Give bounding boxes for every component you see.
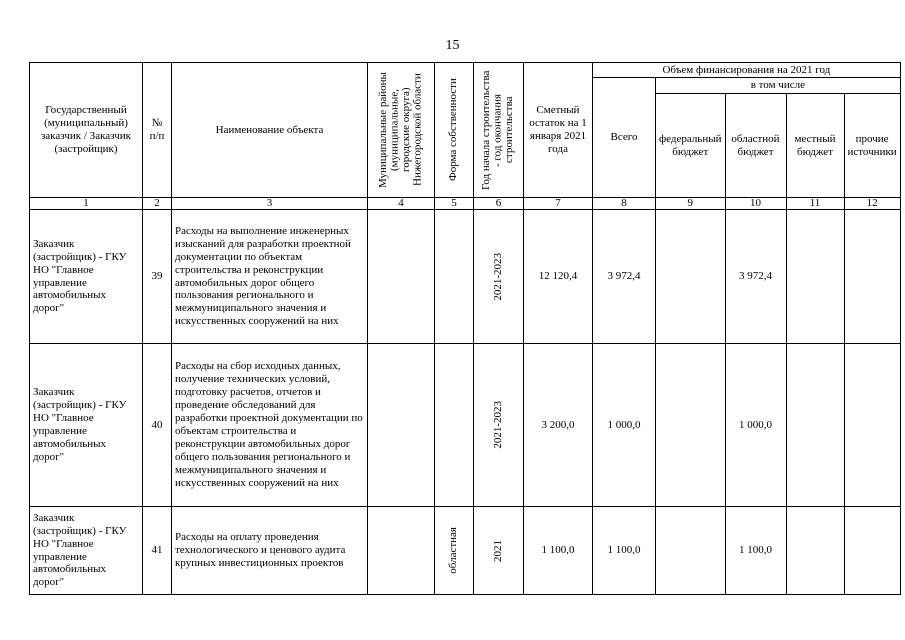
row-local bbox=[786, 210, 844, 344]
row-customer: Заказчик (застройщик) - ГКУ НО "Главное управление автомобильных дорог" bbox=[30, 507, 143, 595]
row-local bbox=[786, 507, 844, 595]
row-total: 1 100,0 bbox=[593, 507, 656, 595]
column-number: 4 bbox=[368, 198, 435, 210]
row-years bbox=[474, 344, 524, 507]
column-number: 9 bbox=[656, 198, 726, 210]
row-num: 39 bbox=[143, 210, 172, 344]
row-object-name: Расходы на выполнение инженерных изысканий для разработки проектной документации по объектам строительства и реконструкции автомобильных дорог общего пользования регионального и межмуниципального значения и искусственных сооружений на них bbox=[172, 210, 368, 344]
column-number: 12 bbox=[844, 198, 900, 210]
row-ownership-text: областная bbox=[447, 527, 460, 574]
column-number: 5 bbox=[435, 198, 474, 210]
row-federal bbox=[656, 344, 726, 507]
header-total: Всего bbox=[593, 78, 656, 198]
row-regional: 3 972,4 bbox=[725, 210, 786, 344]
header-remaining-cost: Сметный остаток на 1 января 2021 года bbox=[524, 63, 593, 198]
row-years bbox=[474, 210, 524, 344]
row-ownership bbox=[435, 507, 474, 595]
row-num: 41 bbox=[143, 507, 172, 595]
column-number: 1 bbox=[30, 198, 143, 210]
header-district bbox=[368, 63, 435, 198]
page-number: 15 bbox=[445, 38, 460, 53]
row-other bbox=[844, 210, 900, 344]
column-number: 7 bbox=[524, 198, 593, 210]
row-regional: 1 100,0 bbox=[725, 507, 786, 595]
header-years-text: Год начала строительства - год окончания строительства bbox=[480, 70, 516, 190]
row-customer: Заказчик (застройщик) - ГКУ НО "Главное управление автомобильных дорог" bbox=[30, 210, 143, 344]
row-remaining-cost: 12 120,4 bbox=[524, 210, 593, 344]
column-number: 10 bbox=[725, 198, 786, 210]
header-including: в том числе bbox=[656, 78, 901, 94]
header-regional: областной бюджет bbox=[725, 94, 786, 198]
row-remaining-cost: 3 200,0 bbox=[524, 344, 593, 507]
row-other bbox=[844, 344, 900, 507]
row-regional: 1 000,0 bbox=[725, 344, 786, 507]
row-years-text: 2021 bbox=[491, 539, 504, 562]
row-customer: Заказчик (застройщик) - ГКУ НО "Главное управление автомобильных дорог" bbox=[30, 344, 143, 507]
row-ownership bbox=[435, 210, 474, 344]
column-number: 8 bbox=[593, 198, 656, 210]
table-row bbox=[30, 344, 901, 507]
header-other: прочие источники bbox=[844, 94, 900, 198]
row-years-text: 2021-2023 bbox=[491, 252, 504, 301]
header-num: № п/п bbox=[143, 63, 172, 198]
row-district bbox=[368, 507, 435, 595]
row-object-name: Расходы на оплату проведения технологического и ценового аудита крупных инвестиционных проектов bbox=[172, 507, 368, 595]
row-years-text: 2021-2023 bbox=[491, 401, 504, 449]
row-num: 40 bbox=[143, 344, 172, 507]
header-object-name: Наименование объекта bbox=[172, 63, 368, 198]
header-ownership-text: Форма собственности bbox=[447, 78, 460, 182]
row-federal bbox=[656, 210, 726, 344]
table-row bbox=[30, 210, 901, 344]
header-federal: федеральный бюджет bbox=[656, 94, 726, 198]
row-remaining-cost: 1 100,0 bbox=[524, 507, 593, 595]
header-local: местный бюджет bbox=[786, 94, 844, 198]
table-row bbox=[30, 507, 901, 595]
row-local bbox=[786, 344, 844, 507]
column-number: 11 bbox=[786, 198, 844, 210]
row-years bbox=[474, 507, 524, 595]
row-district bbox=[368, 210, 435, 344]
header-funding-volume: Объем финансирования на 2021 год bbox=[593, 63, 901, 78]
column-number-row bbox=[30, 198, 901, 210]
row-federal bbox=[656, 507, 726, 595]
row-other bbox=[844, 507, 900, 595]
column-number: 3 bbox=[172, 198, 368, 210]
header-ownership bbox=[435, 63, 474, 198]
header-customer: Государственный (муниципальный) заказчик / Заказчик (застройщик) bbox=[30, 63, 143, 198]
row-district bbox=[368, 344, 435, 507]
column-number: 6 bbox=[474, 198, 524, 210]
row-total: 1 000,0 bbox=[593, 344, 656, 507]
header-years bbox=[474, 63, 524, 198]
row-object-name: Расходы на сбор исходных данных, получение технических условий, подготовку расчетов, отчетов и проведение обследований для разработки проектной документации по объектам строительства и реконструкции автомобильных дорог общего пользования регионального и межмуниципального значения и искусственных сооружений на них bbox=[172, 344, 368, 507]
row-total: 3 972,4 bbox=[593, 210, 656, 344]
header-district-text: Муниципальные районы (муниципальные, городские округа) Нижегородской области bbox=[376, 72, 424, 188]
row-ownership bbox=[435, 344, 474, 507]
column-number: 2 bbox=[143, 198, 172, 210]
financing-table bbox=[29, 62, 901, 595]
